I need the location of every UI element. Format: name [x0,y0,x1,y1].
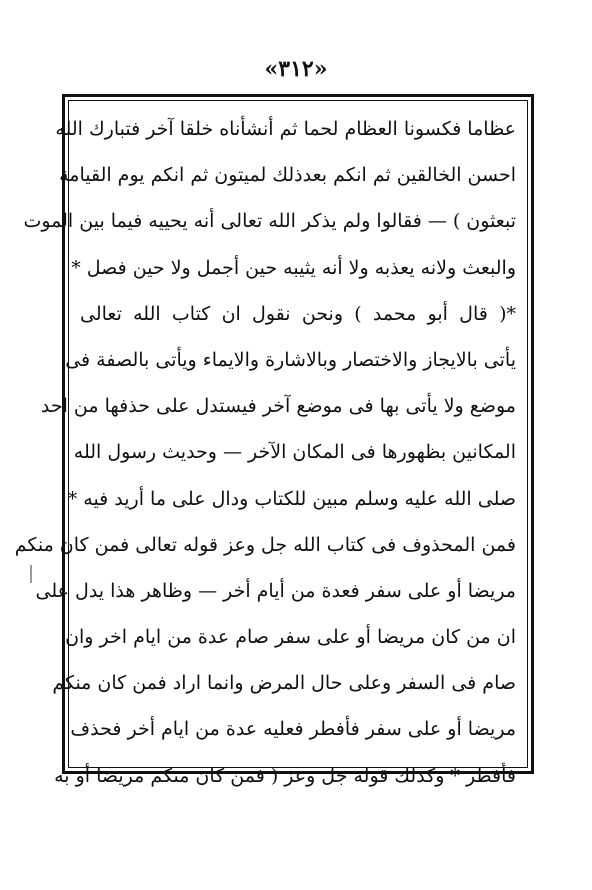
body-text [14,106,516,799]
text-line: فمن المحذوف فى كتاب الله جل وعز قوله تعالى فمن كان منكم [14,533,516,556]
text-line: احسن الخالقين ثم انكم بعدذلك لميتون ثم انكم يوم القيامة [59,164,516,187]
text-line: موضع ولا يأتى بها فى موضع آخر فيستدل على حذفها من احد [40,395,516,418]
text-line: مريضا أو على سفر فعدة من أيام أخر — وظاهر هذا يدل على [35,579,516,602]
text-line: عظاما فكسونا العظام لحما ثم أنشأناه خلقا آخر فتبارك الله [55,118,516,140]
text-line: المكانين بظهورها فى المكان الآخر — وحديث رسول الله [73,441,516,464]
text-line: ان من كان مريضا أو على سفر صام عدة من ايام اخر وان [65,626,516,649]
text-line: يأتى بالايجاز والاختصار وبالاشارة والايماء ويأتى بالصفة فى [65,348,516,371]
text-line: تبعثون ) — فقالوا ولم يذكر الله تعالى أنه يحييه فيما بين الموت [23,210,516,233]
text-line: فأفطر * وكذلك قوله جل وعز ( فمن كان منكم مريضا أو به [54,764,516,787]
page-number: «٣١٢» [264,56,328,82]
text-line: *( قال أبو محمد ) ونحن نقول ان كتاب الله تعالى [80,302,516,325]
text-line: مريضا أو على سفر فأفطر فعليه عدة من ايام أخر فحذف [70,718,516,741]
text-line: صام فى السفر وعلى حال المرض وانما اراد فمن كان منكم [52,672,516,695]
text-line: صلى الله عليه وسلم مبين للكتاب ودال على ما أريد فيه * [67,487,516,510]
text-line: والبعث ولانه يعذبه ولا أنه يثيبه حين أجمل ولا حين فصل * [71,256,516,279]
